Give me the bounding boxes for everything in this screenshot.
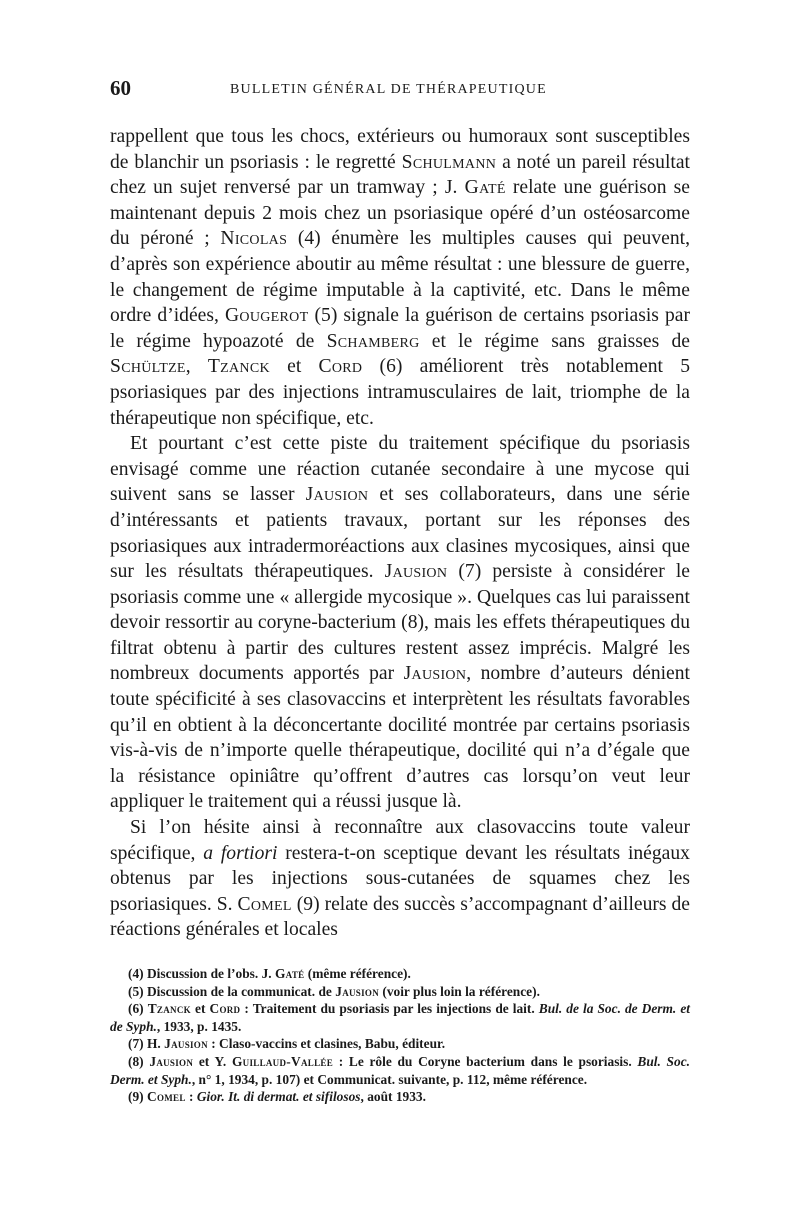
- footnote-text: [110, 1054, 690, 1087]
- page-number: 60: [110, 76, 131, 100]
- author-name: Cord: [318, 356, 363, 378]
- italic-text: a fortiori: [203, 842, 278, 864]
- text-run: relate une guérison se maintenant depuis 2 mois chez un psoriasique opéré d’un ostéosarcome du péroné ;: [110, 177, 691, 250]
- text-run: Si l’on hésite ainsi à reconnaître aux clasovaccins toute valeur spécifique,: [110, 817, 690, 864]
- footnote-number: (5): [128, 983, 144, 999]
- footnote: [110, 1000, 690, 1035]
- text-run: , n° 1, 1934, p. 107) et Communicat. suivante, p. 112, même référence.: [191, 1071, 588, 1087]
- footnote: [110, 965, 690, 983]
- author-name: Gougerot: [224, 305, 309, 327]
- text-run: (même référence).: [304, 966, 411, 981]
- author-name: Jausion: [384, 561, 448, 583]
- footnote-text: [110, 1001, 690, 1034]
- author-name: Schulmann: [401, 151, 497, 173]
- text-run: , nombre d’auteurs dénient toute spécificité à ses clasovaccins et interprètent les résultats favorables qu’il en obtient à la déconcertante docilité montrée par certains psoriasis vis-à-vis de n’importe quelle thérapeutique, docilité qui n’a d’égale que la résistance opiniâtre qu’offrent d’autres cas lorsqu’on veut leur appliquer le traitement qui a réussi jusque là.: [110, 663, 690, 813]
- text-run: Discussion de l’obs. J.: [143, 966, 275, 981]
- footnote: [110, 1088, 690, 1106]
- text-run: :: [185, 1089, 197, 1105]
- author-name: Tzanck: [207, 356, 270, 378]
- author-name: Jausion: [403, 663, 467, 685]
- body-paragraph: [110, 124, 690, 431]
- body-paragraph: [110, 815, 690, 943]
- footnote: [110, 983, 690, 1001]
- text-run: et Y.: [193, 1053, 232, 1069]
- author-name: Jausion: [335, 983, 380, 999]
- text-run: et ses collaborateurs, dans une série d’intéressants et patients travaux, portant sur les réponses des psoriasiques aux intradermoréactions aux clasines mycosiques, ainsi que sur les résultats thérapeutiques.: [110, 484, 690, 583]
- footnote-text: [144, 1036, 445, 1051]
- author-name: Tzanck: [147, 1001, 191, 1017]
- footnote: [110, 1053, 690, 1088]
- footnote-number: (7): [128, 1036, 144, 1052]
- italic-text: Bul. de la Soc. de Derm. et de Syph.: [110, 1001, 690, 1034]
- author-name: Jausion: [149, 1053, 194, 1069]
- footnotes: [110, 965, 690, 1106]
- text-run: (7) persiste à considérer le psoriasis comme une « allergide mycosique ». Quelques cas lui paraissent devoir ressortir au coryne-bacterium (8), mais les effets thérapeutiques du filtrat obtenu à partir des cultures restent assez imprécis. Malgré les nombreux documents apportés par: [110, 561, 690, 685]
- author-name: Jausion: [305, 484, 369, 506]
- author-name: Guillaud-Vallée: [231, 1053, 334, 1069]
- author-name: Nicolas: [220, 228, 288, 250]
- body-paragraph: [110, 431, 690, 815]
- text-run: : Le rôle du Coryne bacterium dans le psoriasis.: [333, 1053, 638, 1069]
- author-name: Gaté: [464, 177, 506, 199]
- text-run: et le régime sans graisses de: [419, 330, 691, 352]
- text-run: (5) signale la guérison de certains psoriasis par le régime hypoazoté de: [110, 305, 691, 352]
- text-run: a noté un pareil résultat chez un sujet renversé par un tramway ; J.: [110, 151, 691, 199]
- italic-text: Gior. It. di dermat. et sifilosos: [196, 1089, 361, 1105]
- footnote-text: [144, 966, 411, 981]
- text-run: ,: [185, 356, 208, 378]
- text-run: H.: [143, 1036, 165, 1052]
- text-run: Et pourtant c’est cette piste du traitement spécifique du psoriasis envisagé comme une réaction cutanée secondaire à une mycose qui suivent sans se lasser: [110, 433, 690, 506]
- text-run: restera-t-on sceptique devant les résultats inégaux obtenus par les injections sous-cutanées de squames chez les psoriasiques. S.: [110, 842, 690, 915]
- footnote-text: [144, 1089, 426, 1104]
- italic-text: Bul. Soc. Derm. et Syph.: [110, 1053, 690, 1087]
- author-name: Jausion: [164, 1036, 208, 1052]
- text-run: : Traitement du psoriasis par les injections de lait.: [240, 1001, 539, 1017]
- author-name: Gaté: [274, 966, 305, 981]
- footnote: [110, 1035, 690, 1053]
- text-run: rappellent que tous les chocs, extérieurs ou humoraux sont susceptibles de blanchir un psoriasis : le regretté: [110, 126, 690, 173]
- text-run: et: [190, 1001, 210, 1017]
- author-name: Schamberg: [326, 330, 420, 352]
- page: [110, 70, 690, 1106]
- author-name: Comel: [146, 1089, 186, 1105]
- author-name: Schültze: [110, 356, 186, 378]
- text-run: , 1933, p. 1435.: [156, 1018, 242, 1034]
- journal-title: BULLETIN GÉNÉRAL DE THÉRAPEUTIQUE: [230, 82, 547, 97]
- text-run: (4) énumère les multiples causes qui peuvent, d’après son expérience aboutir au même résultat : une blessure de guerre, le changement de régime imputable à la captivité, etc. Dans le même ordre d’idées,: [110, 228, 690, 327]
- running-head: [110, 70, 690, 106]
- author-name: Comel: [237, 893, 292, 915]
- text-run: (9) relate des succès s’accompagnant d’ailleurs de réactions générales et locales: [110, 893, 691, 941]
- body-text: [110, 124, 690, 943]
- text-run: (6) améliorent très notablement 5 psoriasiques par des injections intramusculaires de lait, triomphe de la thérapeutique non spécifique, etc.: [110, 356, 691, 429]
- text-run: : Claso-vaccins et clasines, Babu, éditeur.: [207, 1036, 446, 1052]
- text-run: et: [269, 356, 319, 378]
- footnote-text: [144, 984, 540, 999]
- text-run: (voir plus loin la référence).: [379, 983, 540, 999]
- text-run: , août 1933.: [360, 1089, 426, 1105]
- text-run: Discussion de la communicat. de: [143, 983, 336, 999]
- footnote-number: (9): [128, 1089, 144, 1105]
- footnote-number: (4): [128, 966, 144, 981]
- footnote-number: (8): [128, 1053, 144, 1069]
- author-name: Cord: [209, 1001, 241, 1017]
- footnote-number: (6): [128, 1001, 144, 1017]
